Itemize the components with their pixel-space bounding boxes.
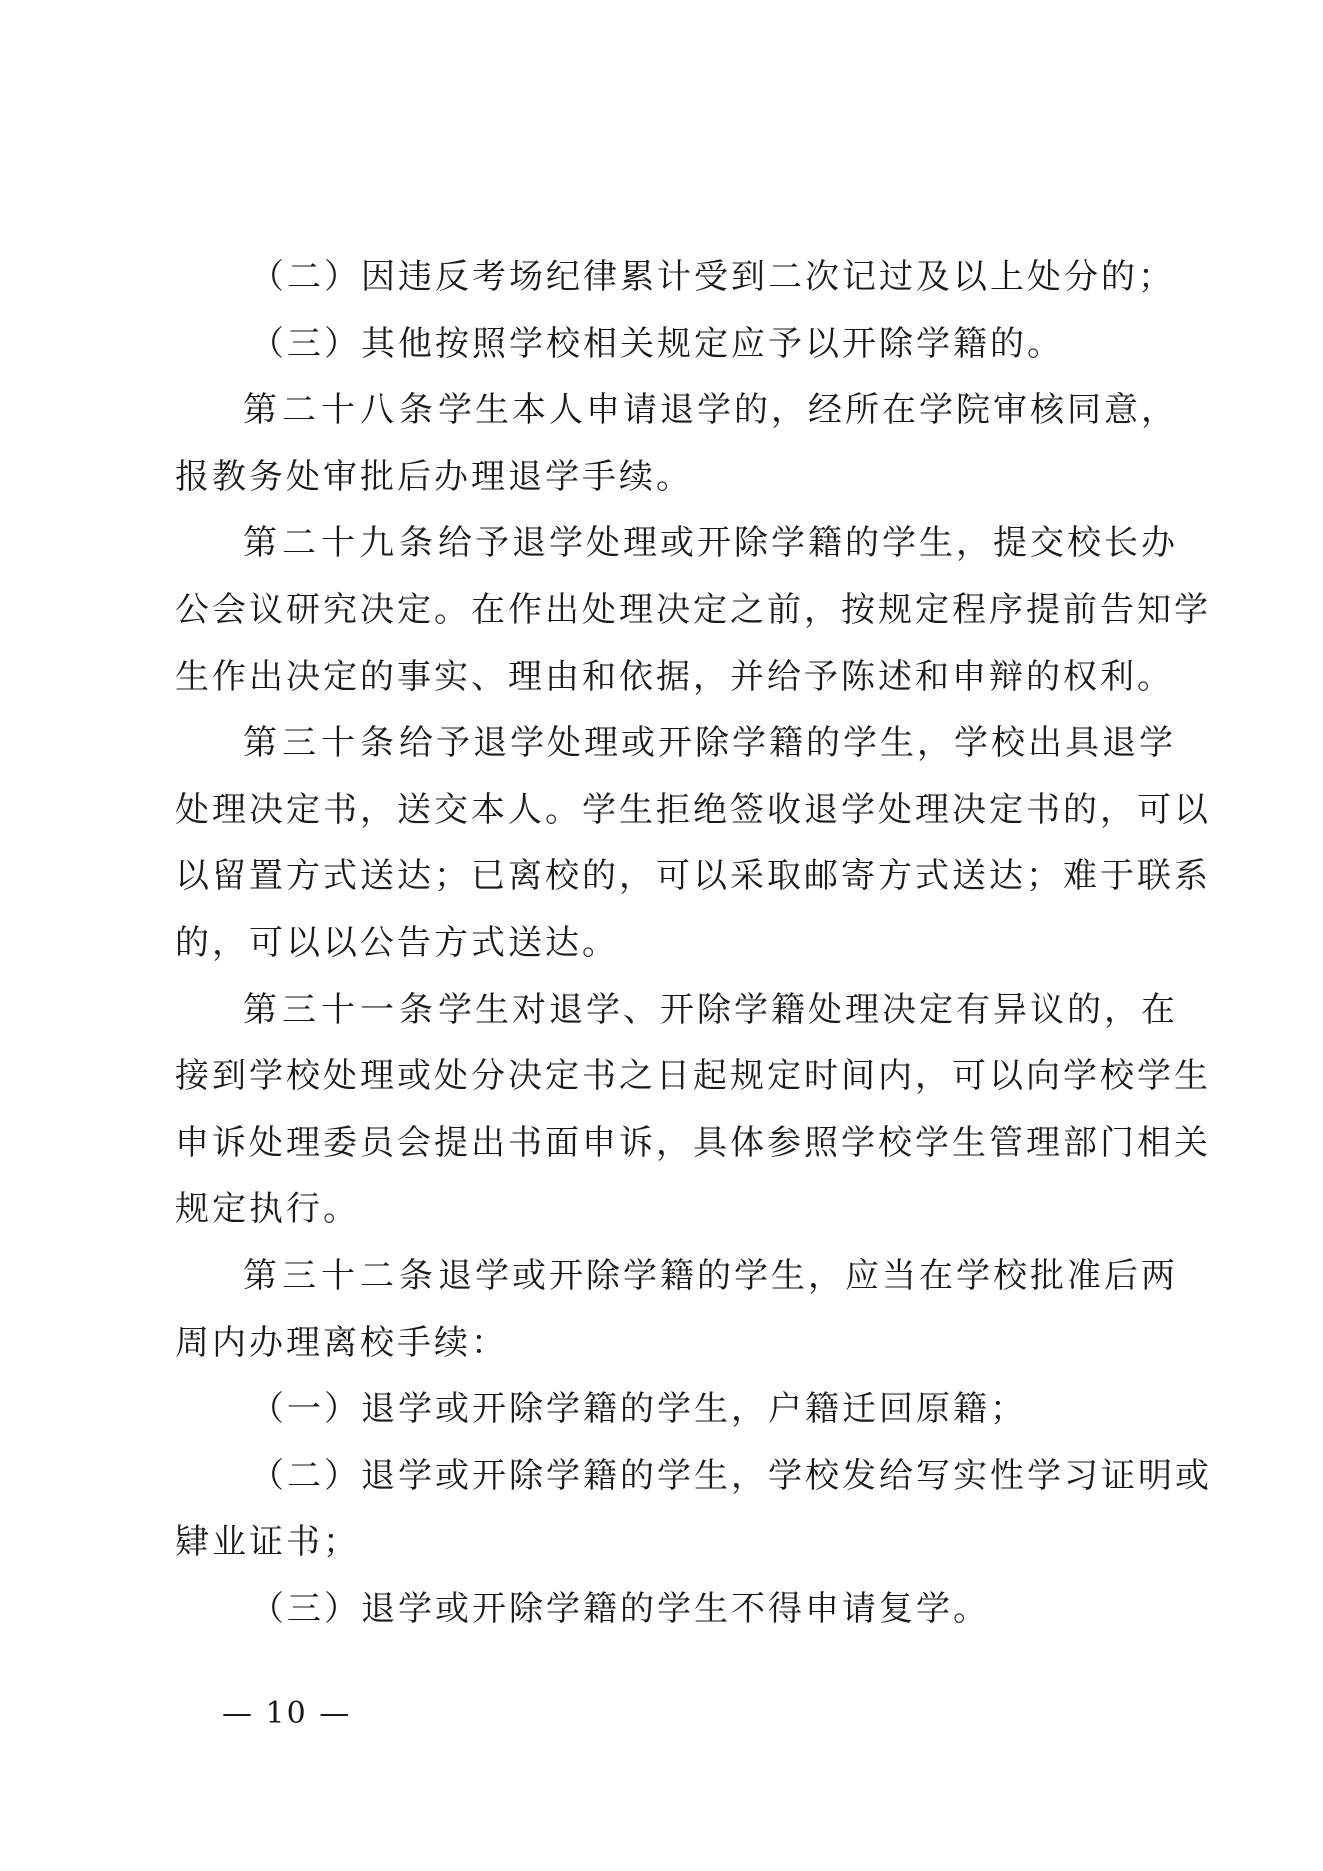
paragraph-line: 处理决定书，送交本人。学生拒绝签收退学处理决定书的，可以 (175, 789, 1211, 830)
article-29-line (175, 510, 1178, 577)
article-text: 给予退学处理或开除学籍的学生，提交校长办 (438, 523, 1178, 564)
article-30-line (175, 710, 1176, 777)
article-text: 给予退学处理或开除学籍的学生，学校出具退学 (399, 723, 1176, 764)
article-heading: 第二十九条 (243, 523, 438, 564)
clause-line: （三）退学或开除学籍的学生不得申请复学。 (250, 1588, 990, 1629)
article-text: 退学或开除学籍的学生，应当在学校批准后两 (438, 1255, 1178, 1296)
page-number: — 10 — (222, 1696, 352, 1731)
article-31-line (175, 977, 1178, 1044)
article-32-line (175, 1243, 1178, 1310)
paragraph-line: 接到学校处理或处分决定书之日起规定时间内，可以向学校学生 (175, 1056, 1211, 1097)
clause-line: （二）退学或开除学籍的学生，学校发给写实性学习证明或 (250, 1455, 1212, 1496)
article-text: 学生本人申请退学的，经所在学院审核同意， (438, 390, 1178, 431)
paragraph-line: 周内办理离校手续： (175, 1322, 508, 1363)
paragraph-line: 申诉处理委员会提出书面申诉，具体参照学校学生管理部门相关 (175, 1122, 1211, 1163)
paragraph-line: 以留置方式送达；已离校的，可以采取邮寄方式送达；难于联系 (175, 856, 1211, 897)
clause-line: （三）其他按照学校相关规定应予以开除学籍的。 (250, 323, 1064, 364)
article-heading: 第二十八条 (243, 390, 438, 431)
article-heading: 第三十二条 (243, 1255, 438, 1296)
document-body (175, 244, 1212, 1642)
article-28-line (175, 377, 1178, 444)
paragraph-line: 公会议研究决定。在作出处理决定之前，按规定程序提前告知学 (175, 589, 1211, 630)
clause-line: （一）退学或开除学籍的学生，户籍迁回原籍； (250, 1389, 1027, 1430)
article-heading: 第三十条 (243, 723, 399, 764)
article-heading: 第三十一条 (243, 989, 438, 1030)
paragraph-line: 规定执行。 (175, 1189, 360, 1230)
paragraph-line: 报教务处审批后办理退学手续。 (175, 456, 693, 497)
article-text: 学生对退学、开除学籍处理决定有异议的，在 (438, 989, 1178, 1030)
clause-line: （二）因违反考场纪律累计受到二次记过及以上处分的； (250, 257, 1175, 297)
paragraph-line: 生作出决定的事实、理由和依据，并给予陈述和申辩的权利。 (175, 656, 1174, 697)
paragraph-line: 肄业证书； (175, 1522, 360, 1563)
paragraph-line: 的，可以以公告方式送达。 (175, 922, 619, 963)
